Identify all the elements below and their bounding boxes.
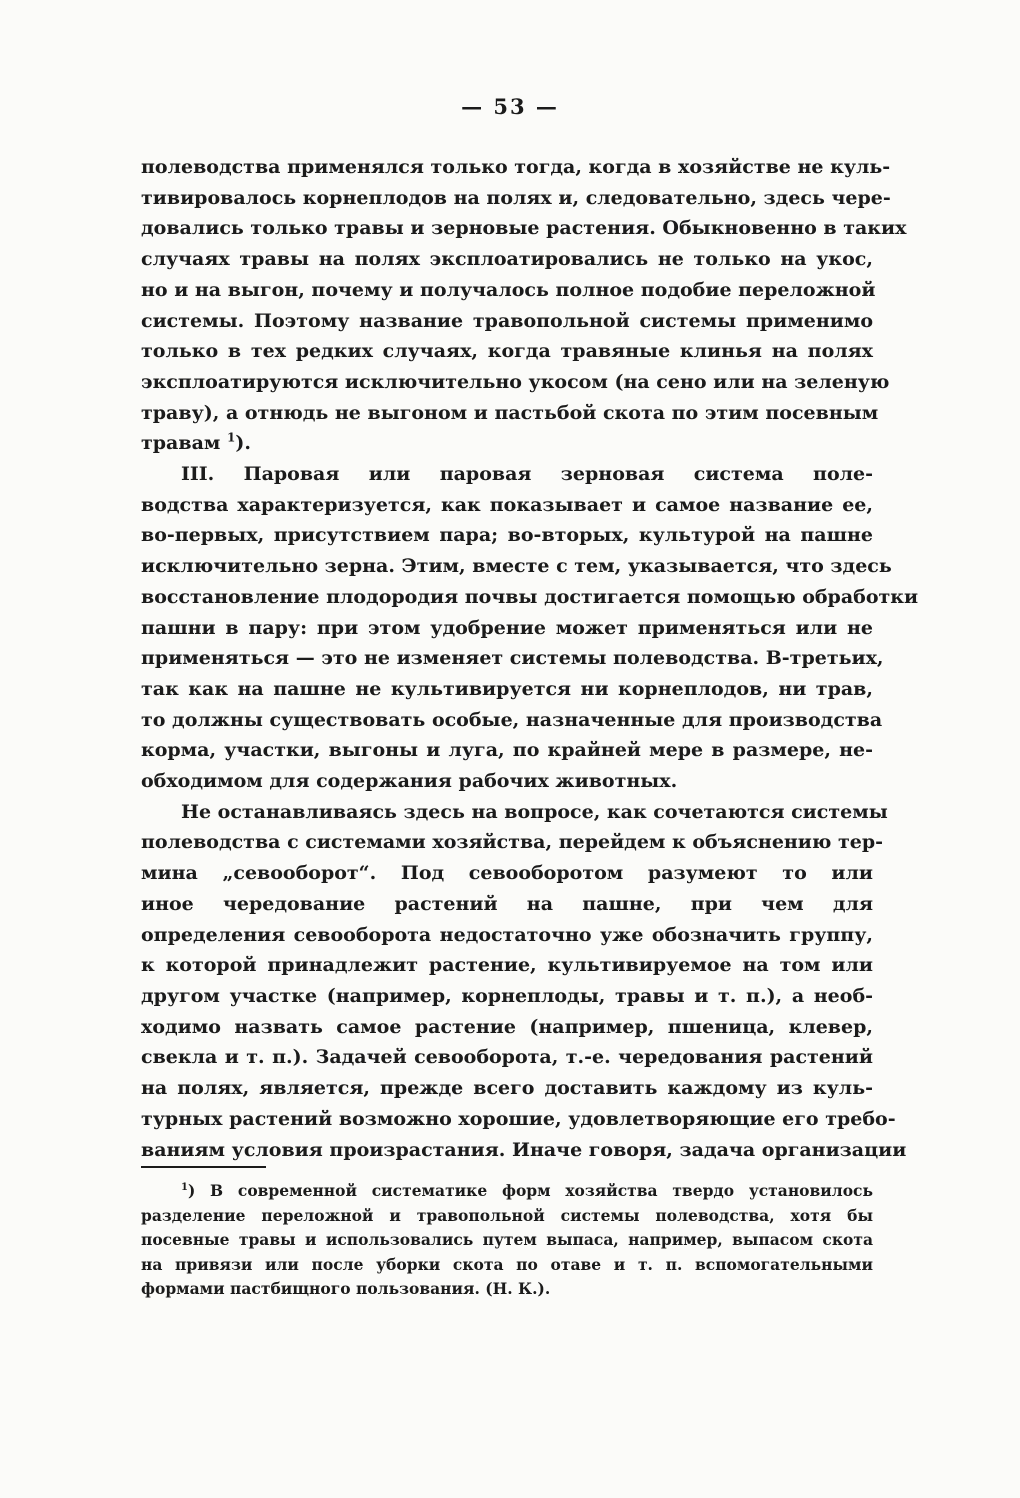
text-line: обходимом для содержания рабочих животных. <box>141 770 678 793</box>
text-line: траву), а отнюдь не выгоном и пастьбой скота по этим посевным <box>141 401 879 424</box>
text-line: полеводства с системами хозяйства, перейдем к объяснению тер- <box>141 831 884 854</box>
text-fragment: III. Паровая или паровая зерновая система поле- <box>181 463 873 486</box>
text-line: только в тех редких случаях, когда травяные клинья на полях <box>141 340 873 363</box>
text-line: мина „севооборот“. Под севооборотом разумеют то или <box>141 862 873 885</box>
text-line: то должны существовать особые, назначенные для производства <box>141 708 883 731</box>
footnote-line <box>141 1179 873 1204</box>
text-line: другом участке (например, корнеплоды, травы и т. п.), а необ- <box>141 984 873 1007</box>
text-line: ваниям условия произрастания. Иначе говоря, задача организации <box>141 1138 907 1161</box>
text-line: корма, участки, выгоны и луга, по крайней мере в размере, не- <box>141 739 873 762</box>
paragraph-1 <box>141 152 907 459</box>
text-line: ходимо назвать самое растение (например, пшеница, клевер, <box>141 1015 873 1038</box>
text-line: но и на выгон, почему и получалось полное подобие переложной <box>141 278 876 301</box>
paragraph-3 <box>141 797 907 1165</box>
footnote <box>141 1179 873 1302</box>
text-line: иное чередование растений на пашне, при чем для <box>141 892 873 915</box>
footnote-line: на привязи или после уборки скота по отаве и т. п. вспомогательными <box>141 1254 873 1274</box>
text-line: водства характеризуется, как показывает и самое название ее, <box>141 493 873 516</box>
text-line: определения севооборота недостаточно уже обозначить группу, <box>141 923 873 946</box>
footnote-marker: 1 <box>181 1181 188 1193</box>
text-line: эксплоатируются исключительно укосом (на сено или на зеленую <box>141 370 890 393</box>
text-line <box>141 459 873 490</box>
text-line: свекла и т. п.). Задачей севооборота, т.-е. чередования растений <box>141 1046 873 1069</box>
text-line: во-первых, присутствием пара; во-вторых, культурой на пашне <box>141 524 873 547</box>
text-line: пашни в пару: при этом удобрение может применяться или не <box>141 616 873 639</box>
footnote-line: формами пастбищного пользования. (Н. К.). <box>141 1279 551 1298</box>
page-number: — 53 — <box>461 94 559 119</box>
text-line: довались только травы и зерновые растения. Обыкновенно в таких <box>141 217 907 240</box>
text-line: восстановление плодородия почвы достигается помощью обработки <box>141 585 919 608</box>
footnote-line: разделение переложной и травопольной системы полеводства, хотя бы <box>141 1205 873 1225</box>
text-line: турных растений возможно хорошие, удовлетворяющие его требо- <box>141 1107 896 1130</box>
text-fragment: ). <box>235 432 251 455</box>
paragraph-2 <box>141 459 919 797</box>
text-line <box>141 428 873 459</box>
text-line: случаях травы на полях эксплоатировались не только на укос, <box>141 248 873 271</box>
text-line: Не останавливаясь здесь на вопросе, как сочетаются системы <box>181 800 888 823</box>
text-fragment: травам <box>141 432 221 455</box>
text-line: на полях, является, прежде всего доставить каждому из куль- <box>141 1077 873 1100</box>
text-line: так как на пашне не культивируется ни корнеплодов, ни трав, <box>141 677 873 700</box>
body-text <box>141 152 919 1165</box>
footnote-line: посевные травы и использовались путем выпаса, например, выпасом скота <box>141 1230 873 1249</box>
text-line: тивировалось корнеплодов на полях и, следовательно, здесь чере- <box>141 186 891 209</box>
text-line: к которой принадлежит растение, культивируемое на том или <box>141 954 873 977</box>
text-line: применяться — это не изменяет системы полеводства. В-третьих, <box>141 647 884 670</box>
text-fragment: ) В современной систематике форм хозяйства твердо установилось <box>187 1181 873 1200</box>
text-line: полеводства применялся только тогда, когда в хозяйстве не куль- <box>141 156 891 178</box>
footnote-ref[interactable]: 1 <box>227 431 236 445</box>
footnote-divider <box>141 1166 266 1168</box>
text-line: исключительно зерна. Этим, вместе с тем, указывается, что здесь <box>141 555 892 578</box>
text-line: системы. Поэтому название травопольной системы применимо <box>141 309 873 332</box>
